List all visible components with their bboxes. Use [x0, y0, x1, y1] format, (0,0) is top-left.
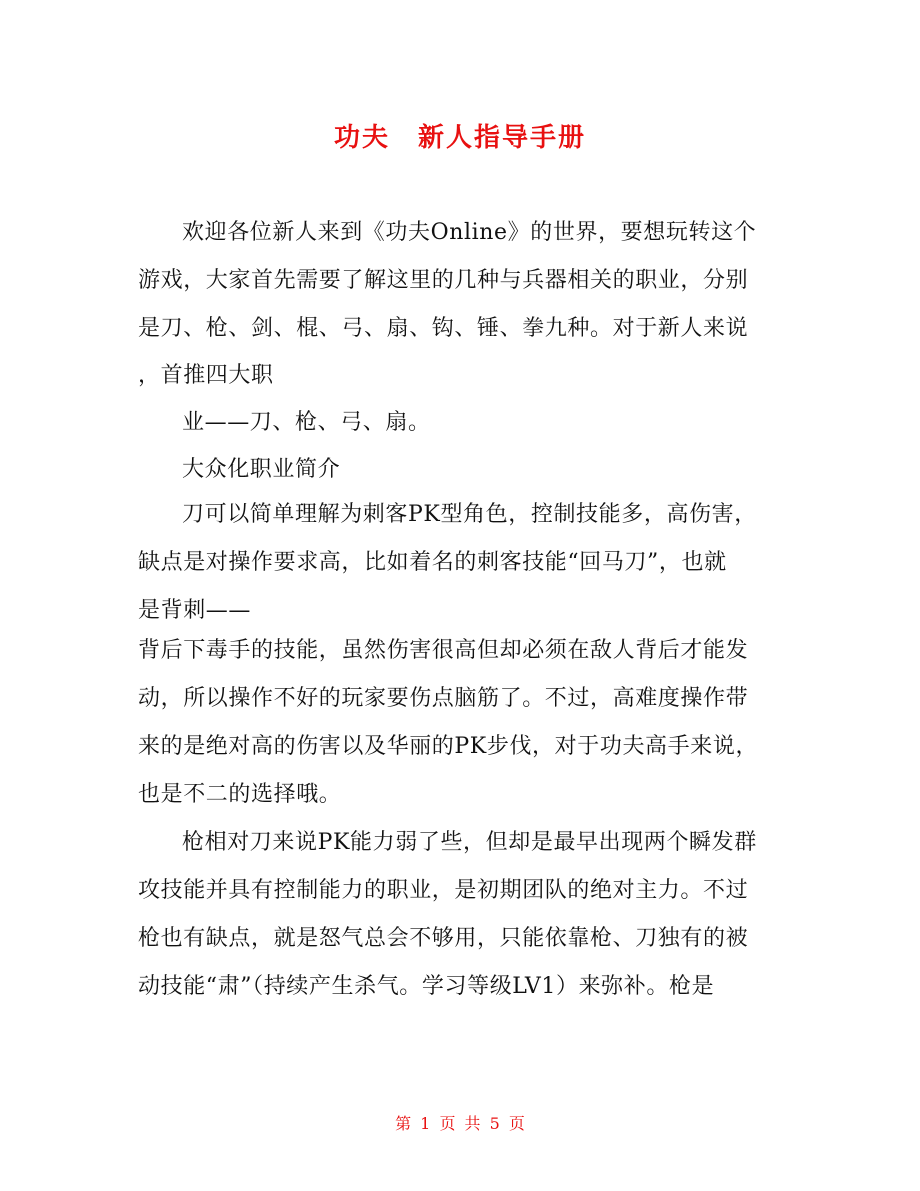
- body-line: 是背刺——: [138, 598, 252, 623]
- document-title: 功夫 新人指导手册: [333, 123, 586, 153]
- body-line: ，首推四大职: [138, 363, 274, 388]
- body-line: 动技能“肃”（持续产生杀气。学习等级LV1）来弥补。枪是: [138, 974, 715, 999]
- body-line: 也是不二的选择哦。: [138, 782, 342, 807]
- body-line: 攻技能并具有控制能力的职业，是初期团队的绝对主力。不过: [138, 878, 749, 903]
- body-line: 刀可以简单理解为刺客PK型角色，控制技能多，高伤害，: [182, 502, 757, 527]
- body-line: 欢迎各位新人来到《功夫Online》的世界，要想玩转这个: [182, 220, 757, 245]
- body-line: 背后下毒手的技能，虽然伤害很高但却必须在敌人背后才能发: [138, 638, 749, 663]
- body-line: 游戏，大家首先需要了解这里的几种与兵器相关的职业，分别: [138, 268, 749, 293]
- body-line: 是刀、枪、剑、棍、弓、扇、钩、锤、拳九种。对于新人来说: [138, 316, 749, 341]
- body-line: 动，所以操作不好的玩家要伤点脑筋了。不过，高难度操作带: [138, 686, 749, 711]
- body-line: 业——刀、枪、弓、扇。: [182, 410, 431, 435]
- body-line: 枪也有缺点，就是怒气总会不够用，只能依靠枪、刀独有的被: [138, 926, 749, 951]
- page-number-footer: 第 1 页 共 5 页: [395, 1114, 525, 1133]
- section-heading: 大众化职业简介: [182, 457, 341, 482]
- body-line: 来的是绝对高的伤害以及华丽的PK步伐，对于功夫高手来说，: [138, 734, 759, 759]
- body-line: 枪相对刀来说PK能力弱了些，但却是最早出现两个瞬发群: [182, 830, 757, 855]
- body-line: 缺点是对操作要求高，比如着名的刺客技能“回马刀”，也就: [138, 550, 727, 575]
